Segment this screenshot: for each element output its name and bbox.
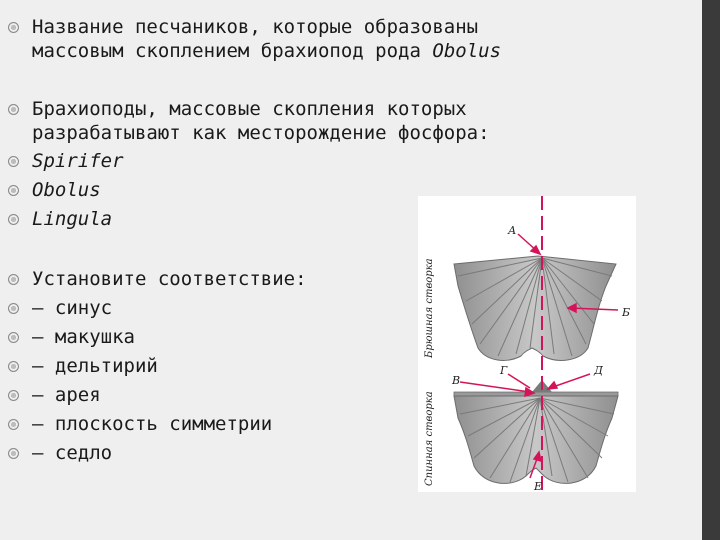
brachiopod-diagram (418, 196, 636, 492)
q1-line1: Название песчаников, которые образованы (32, 16, 479, 38)
marker-v: В (452, 374, 461, 387)
q1-line2 (32, 40, 501, 62)
q1-line2-text: массовым скоплением брахиопод рода (32, 40, 433, 62)
bullet-icon (8, 390, 19, 401)
bullet-icon (8, 274, 19, 285)
q3-item: – макушка (32, 326, 135, 348)
bullet-icon (8, 104, 19, 115)
q2-option: Lingula (32, 208, 113, 230)
bullet-icon (8, 22, 19, 33)
marker-g: Г (500, 364, 508, 377)
q3-item: – арея (32, 384, 101, 406)
bullet-icon (8, 332, 19, 343)
bullet-icon (8, 419, 19, 430)
q2-line2: разрабатывают как месторождение фосфора: (32, 122, 490, 144)
bullet-icon (8, 303, 19, 314)
q3-item: – седло (32, 442, 113, 464)
q3-item: – синус (32, 297, 113, 319)
bullet-icon (8, 448, 19, 459)
q3-item: – дельтирий (32, 355, 158, 377)
right-frame-bar (702, 0, 720, 540)
q2-line1: Брахиоподы, массовые скопления которых (32, 98, 467, 120)
q2-option: Spirifer (32, 150, 124, 172)
q3-title: Установите соответствие: (32, 268, 307, 290)
bullet-icon (8, 361, 19, 372)
area-strip (454, 392, 618, 396)
q3-item: – плоскость симметрии (32, 413, 273, 435)
bullet-icon (8, 185, 19, 196)
brachiopod-figure (418, 196, 636, 492)
q1-genus: Obolus (432, 40, 502, 62)
marker-a: А (508, 224, 517, 237)
ventral-valve-label: Брюшная створка (424, 258, 435, 358)
dorsal-valve-label: Спинная створка (424, 391, 435, 486)
marker-b: Б (622, 306, 631, 319)
marker-d: Д (594, 364, 603, 377)
q2-option: Obolus (32, 179, 101, 201)
bullet-icon (8, 214, 19, 225)
bullet-icon (8, 156, 19, 167)
marker-e: Е (534, 480, 543, 492)
